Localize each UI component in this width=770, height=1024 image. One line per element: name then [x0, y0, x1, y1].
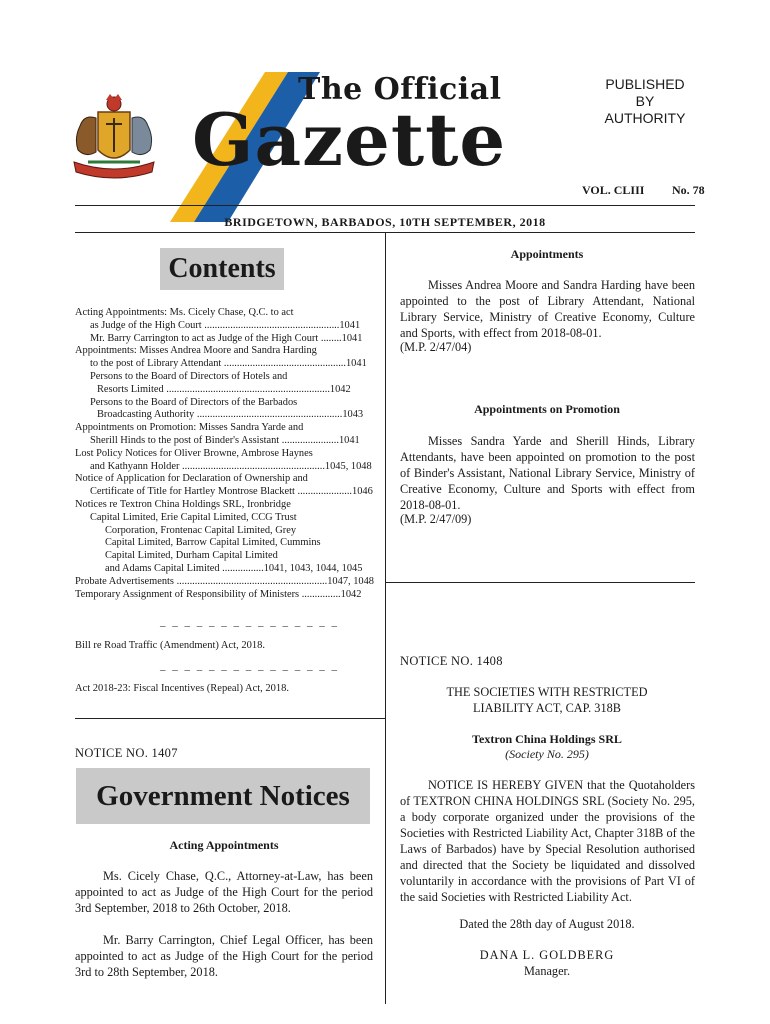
- contents-heading-box: [160, 248, 284, 290]
- appointments-reference: (M.P. 2/47/04): [400, 340, 472, 354]
- toc-line: Notice of Application for Declaration of Ownership and: [75, 473, 308, 485]
- section-rule: [75, 718, 385, 719]
- toc-line: and Kathyann Holder .......................................................1045, 1048: [90, 460, 372, 472]
- pub-line: BY: [635, 93, 655, 109]
- coat-of-arms-icon: [68, 92, 160, 182]
- toc-line: as Judge of the High Court ....................................................1041: [90, 319, 361, 331]
- volume-label: VOL. CLIII: [582, 183, 645, 197]
- section-rule: [385, 582, 695, 583]
- government-notices-heading: Government Notices: [96, 780, 350, 812]
- act-line: LIABILITY ACT, CAP. 318B: [473, 701, 621, 715]
- toc-line: Mr. Barry Carrington to act as Judge of the High Court ........1041: [90, 332, 363, 344]
- toc-line: Lost Policy Notices for Oliver Browne, Ambrose Haynes: [75, 447, 313, 459]
- toc-line: Capital Limited, Barrow Capital Limited, Cummins: [105, 537, 321, 549]
- toc-line: Persons to the Board of Directors of Hotels and: [90, 370, 288, 382]
- toc-line: Persons to the Board of Directors of the Barbados: [90, 396, 298, 408]
- contents-heading: Contents: [168, 253, 276, 284]
- toc-line: Appointments on Promotion: Misses Sandra Yarde and: [75, 422, 304, 434]
- acting-paragraph-1: Ms. Cicely Chase, Q.C., Attorney-at-Law, has been appointed to act as Judge of the High Court for the period 3rd September, 2018 to 26th October, 2018.: [75, 869, 373, 915]
- published-by-authority: [580, 76, 710, 127]
- liquidation-paragraph: NOTICE IS HEREBY GIVEN that the Quotaholders of TEXTRON CHINA HOLDINGS SRL (Society No. 295, a body corporate organized under the provisions of the Societies with Restricted Liability Act, Chapter 318B of the Laws of Barbados) have by Special Resolution authorised and directed that the Society be liquidated and dissolved voluntarily in accordance with the provisions of Part VI of the said Societies with Restricted Liability Act.: [400, 778, 695, 904]
- issue-number: No. 78: [672, 183, 705, 197]
- table-of-contents: [75, 307, 375, 601]
- toc-line: Capital Limited, Erie Capital Limited, CCG Trust: [90, 511, 297, 523]
- title-gazette: Gazette: [192, 97, 507, 182]
- pub-line: AUTHORITY: [604, 110, 686, 126]
- society-number: (Society No. 295): [505, 747, 589, 761]
- bill-notice: Bill re Road Traffic (Amendment) Act, 2018.: [75, 640, 265, 651]
- promotion-paragraph: Misses Sandra Yarde and Sherill Hinds, Library Attendants, have been appointed on promotion to the post of Binder's Assistant, National Library Service, Ministry of Creative Economy, Culture and Sports with effect from 2018-08-01.: [400, 434, 695, 512]
- government-notices-box: [76, 768, 370, 824]
- acting-appointments-heading: Acting Appointments: [169, 838, 279, 852]
- separator-dashes: _ _ _ _ _ _ _ _ _ _ _ _ _ _ _: [160, 660, 339, 672]
- toc-line: Sherill Hinds to the post of Binder's Assistant ......................1041: [90, 434, 360, 446]
- toc-line: Appointments: Misses Andrea Moore and Sandra Harding: [75, 345, 317, 357]
- separator-dashes: _ _ _ _ _ _ _ _ _ _ _ _ _ _ _: [160, 616, 339, 628]
- promotion-heading: Appointments on Promotion: [474, 402, 620, 416]
- act-notice: Act 2018-23: Fiscal Incentives (Repeal) Act, 2018.: [75, 683, 290, 694]
- column-divider: [385, 232, 386, 1004]
- signatory-role: Manager.: [523, 964, 571, 978]
- notice-number: NOTICE NO. 1408: [400, 654, 503, 668]
- title-the-official: The Official: [298, 72, 502, 107]
- appointments-paragraph: Misses Andrea Moore and Sandra Harding have been appointed to the post of Library Attendant, National Library Service, Ministry of Creative Economy, Culture and Sports, with effect from 2018-08-01.: [400, 278, 695, 340]
- toc-line: Certificate of Title for Hartley Montrose Blackett .....................1046: [90, 486, 373, 498]
- toc-line: Broadcasting Authority ........................................................1043: [97, 409, 364, 421]
- notice-number: NOTICE NO. 1407: [75, 746, 178, 760]
- appointments-heading: Appointments: [510, 247, 584, 261]
- masthead-rule-top: [75, 205, 695, 206]
- dateline: BRIDGETOWN, BARBADOS, 10TH SEPTEMBER, 2018: [224, 215, 546, 229]
- signatory-name: DANA L. GOLDBERG: [479, 948, 615, 962]
- toc-line: and Adams Capital Limited ................1041, 1043, 1044, 1045: [105, 562, 363, 574]
- promotion-reference: (M.P. 2/47/09): [400, 512, 472, 526]
- toc-line: Corporation, Frontenac Capital Limited, Grey: [105, 524, 297, 536]
- dated-line: Dated the 28th day of August 2018.: [459, 917, 635, 931]
- pub-line: PUBLISHED: [605, 76, 685, 92]
- toc-line: to the post of Library Attendant ...............................................1041: [90, 358, 367, 370]
- toc-line: Notices re Textron China Holdings SRL, Ironbridge: [75, 498, 291, 510]
- acting-paragraph-2: Mr. Barry Carrington, Chief Legal Officer, has been appointed to act as Judge of the High Court for the period 3rd to 28th September, 2018.: [75, 933, 373, 979]
- toc-line: Probate Advertisements ..........................................................1047, 1048: [75, 575, 374, 587]
- societies-act-title: [398, 684, 696, 716]
- toc-line: Acting Appointments: Ms. Cicely Chase, Q.C. to act: [75, 307, 294, 318]
- toc-line: Temporary Assignment of Responsibility of Ministers ...............1042: [75, 588, 362, 600]
- toc-line: Resorts Limited ...............................................................1042: [97, 383, 351, 395]
- toc-line: Capital Limited, Durham Capital Limited: [105, 550, 278, 562]
- act-line: THE SOCIETIES WITH RESTRICTED: [446, 685, 648, 699]
- company-name: Textron China Holdings SRL: [472, 732, 622, 746]
